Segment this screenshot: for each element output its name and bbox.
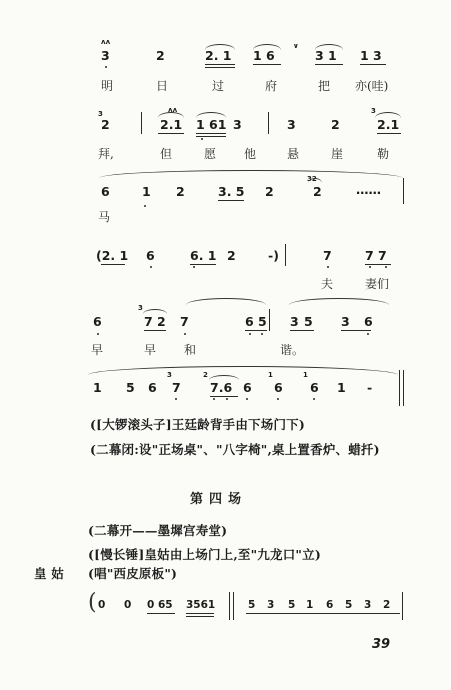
speaker-name: 皇 姑 bbox=[34, 566, 64, 581]
note: 7 2 bbox=[144, 314, 166, 329]
note: 3 1 bbox=[315, 48, 337, 63]
lyric: 明 bbox=[101, 79, 114, 93]
note: 7 bbox=[172, 380, 181, 395]
lyric: 亦(哇) bbox=[355, 79, 389, 93]
note: 5 bbox=[288, 599, 296, 611]
page-number: 39 bbox=[372, 637, 391, 652]
lyric: 愿 bbox=[204, 147, 217, 161]
note: 3561 bbox=[186, 599, 216, 611]
scene-direction: (二幕开——墨墀宫寿堂) bbox=[88, 523, 228, 538]
note: 3. 5 bbox=[218, 184, 245, 199]
note: 6. 1 bbox=[190, 248, 217, 263]
note: 3 bbox=[341, 314, 350, 329]
lyric: 妻们 bbox=[365, 277, 390, 291]
note: 6 bbox=[274, 380, 283, 395]
note: 2. 1 bbox=[205, 48, 232, 63]
note: 1 bbox=[93, 380, 102, 395]
note: 7 bbox=[180, 314, 189, 329]
note: 1 bbox=[142, 184, 151, 199]
note: 5 bbox=[304, 314, 313, 329]
note: - bbox=[367, 380, 373, 395]
note: 0 bbox=[98, 599, 106, 611]
note: 6 5 bbox=[245, 314, 267, 329]
speaker-direction: (唱"西皮原板") bbox=[88, 566, 178, 581]
stage-direction: (二幕闭:设"正场桌"、"八字椅",桌上置香炉、蜡扦) bbox=[90, 442, 380, 457]
note: 3 bbox=[233, 117, 242, 132]
lyric: 把 bbox=[318, 79, 331, 93]
note: 6 bbox=[364, 314, 373, 329]
note: 7 bbox=[323, 248, 332, 263]
note: 0 65 bbox=[147, 599, 173, 611]
lyric: 谐。 bbox=[280, 343, 305, 357]
note: 1 bbox=[306, 599, 314, 611]
note: 2 bbox=[156, 48, 165, 63]
lyric: 马 bbox=[98, 210, 111, 224]
note: 3 bbox=[290, 314, 299, 329]
note: 2 bbox=[265, 184, 274, 199]
lyric: 他 bbox=[244, 147, 257, 161]
scene-direction: ([慢长锤]皇姑由上场门上,至"九龙口"立) bbox=[88, 547, 321, 562]
note: 0 bbox=[124, 599, 132, 611]
lyric: 拜, bbox=[98, 147, 114, 161]
lyric: 过 bbox=[212, 79, 225, 93]
lyric: 和 bbox=[184, 343, 197, 357]
lyric: 府 bbox=[265, 79, 278, 93]
note: 1 61 bbox=[196, 117, 227, 132]
lyric: 崖 bbox=[331, 147, 344, 161]
note: 3 bbox=[101, 48, 110, 63]
note: 6 bbox=[326, 599, 334, 611]
lyric: 勒 bbox=[377, 147, 390, 161]
note: 2 bbox=[101, 117, 110, 132]
note: 2.1 bbox=[160, 117, 183, 132]
note: 2 bbox=[383, 599, 391, 611]
note: 6 bbox=[310, 380, 319, 395]
note: 3 bbox=[364, 599, 372, 611]
stage-direction: ([大锣滚头子]王廷龄背手由下场门下) bbox=[90, 417, 305, 432]
note: 5 bbox=[345, 599, 353, 611]
lyric: 日 bbox=[156, 79, 169, 93]
note: 2 bbox=[313, 184, 322, 199]
note: 1 bbox=[337, 380, 346, 395]
lyric: 早 bbox=[144, 343, 157, 357]
note: 7 7 bbox=[365, 248, 387, 263]
note: 3 bbox=[267, 599, 275, 611]
note: …… bbox=[356, 182, 381, 197]
note: 6 bbox=[101, 184, 110, 199]
note: 2 bbox=[331, 117, 340, 132]
score-page: ʌʌ 3 2 2. 1 1 6 3 1 1 3 ∨ 明 日 过 府 把 亦(哇) 3 ʌʌ 3 2 2.1 1 61 3 3 2 2.1 拜, 但 愿 他 悬 崖 勒 6 1 2 3. 5 2 32 2 …… 马 (2. 1 6 6. 1 2 -) 7 7 7 夫 妻们 3 6 7 2 7 6 5 3 5 3 6 早 早 和 谐。 3 2 1 1 1 5 6 7 7.6 6 6 6 1 - ([大锣滚头子]王廷龄背手由下场门下) (二幕闭:设"正场桌"、"八字椅",桌上置香炉、蜡扦) 第四场 (二幕开——墨墀宫寿堂) ([慢长锤]皇姑由上场门上,至"九龙口"立) 皇 姑 (唱"西皮原板") ( 0 0 0 65 3561 5 3 5 1 6 5 3 2 39 bbox=[0, 0, 451, 690]
note: 2.1 bbox=[377, 117, 400, 132]
note: 6 bbox=[93, 314, 102, 329]
lyric: 早 bbox=[91, 343, 104, 357]
note: 2 bbox=[227, 248, 236, 263]
note: 3 bbox=[287, 117, 296, 132]
note: 6 bbox=[146, 248, 155, 263]
note: (2. 1 bbox=[96, 248, 129, 263]
note: 5 bbox=[248, 599, 256, 611]
lyric: 但 bbox=[160, 147, 173, 161]
note: 7.6 bbox=[210, 380, 233, 395]
note: 6 bbox=[148, 380, 157, 395]
note: 1 6 bbox=[253, 48, 275, 63]
note: -) bbox=[268, 248, 279, 263]
note: 1 3 bbox=[360, 48, 382, 63]
lyric: 夫 bbox=[321, 277, 334, 291]
scene-title: 第四场 bbox=[190, 492, 248, 507]
note: 2 bbox=[176, 184, 185, 199]
note: 6 bbox=[243, 380, 252, 395]
lyric: 悬 bbox=[287, 147, 300, 161]
note: 5 bbox=[126, 380, 135, 395]
